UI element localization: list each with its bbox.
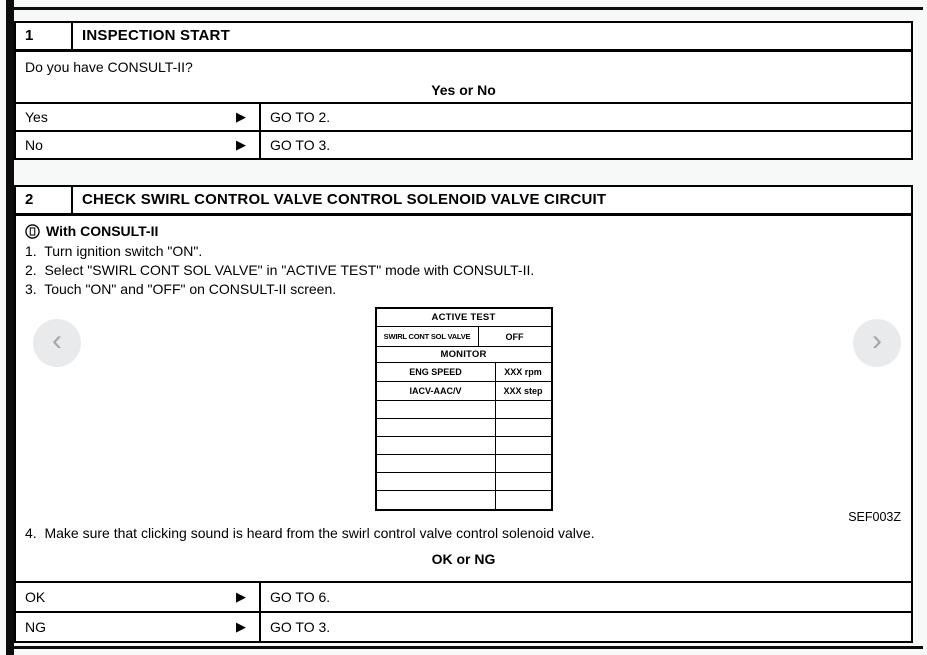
consult-screen-row xyxy=(377,363,551,382)
consult-monitor-value: XXX step xyxy=(503,386,543,396)
empty-cell xyxy=(496,401,551,418)
result-action: GO TO 2. xyxy=(270,109,331,125)
page-left-border xyxy=(6,0,14,655)
empty-cell xyxy=(496,473,551,490)
chevron-right-icon: › xyxy=(872,324,882,357)
instruction-step: 2. Select "SWIRL CONT SOL VALVE" in "ACTIVE TEST" mode with CONSULT-II. xyxy=(25,262,535,278)
consult-test-label: SWIRL CONT SOL VALVE xyxy=(377,327,479,346)
consult-monitor-label: ENG SPEED xyxy=(377,363,496,381)
empty-cell xyxy=(377,437,496,454)
result-label: OK xyxy=(25,589,46,605)
consult-screen-empty-row xyxy=(377,491,551,509)
instruction-step: 4. Make sure that clicking sound is heard from the swirl control valve control solenoid valve. xyxy=(25,525,595,541)
consult-screen-row xyxy=(377,327,551,347)
result-label: NG xyxy=(25,619,46,635)
consult-screen-empty-row xyxy=(377,419,551,437)
result-row xyxy=(16,102,911,130)
prev-button[interactable] xyxy=(33,319,81,367)
consult-monitor-header: MONITOR xyxy=(440,349,487,360)
check-circuit-block xyxy=(14,185,913,643)
empty-cell xyxy=(496,437,551,454)
consult-screen-empty-row xyxy=(377,401,551,419)
result-label-cell xyxy=(16,104,261,130)
arrow-right-icon: ▶ xyxy=(236,619,246,634)
instruction-step: 3. Touch "ON" and "OFF" on CONSULT-II screen. xyxy=(25,281,337,297)
next-button[interactable] xyxy=(853,319,901,367)
page-top-border xyxy=(6,7,923,10)
decision-label: OK or NG xyxy=(431,551,496,567)
step-title: CHECK SWIRL CONTROL VALVE CONTROL SOLENOID VALVE CIRCUIT xyxy=(82,191,607,208)
instruction-step: 1. Turn ignition switch "ON". xyxy=(25,243,203,259)
with-consult-label: With CONSULT-II xyxy=(46,223,159,239)
result-action: GO TO 6. xyxy=(270,589,331,605)
consult-screen-empty-row xyxy=(377,455,551,473)
consult-ii-tool-icon xyxy=(25,224,40,239)
inspection-start-block xyxy=(14,21,913,160)
consult-screen-row xyxy=(377,347,551,363)
empty-cell xyxy=(377,473,496,490)
consult-screen-figure xyxy=(375,307,553,511)
empty-cell xyxy=(377,401,496,418)
figure-label: SEF003Z xyxy=(848,510,901,524)
block-header xyxy=(16,187,911,216)
consult-monitor-value: XXX rpm xyxy=(504,367,542,377)
consult-screen-title: ACTIVE TEST xyxy=(431,312,496,323)
empty-cell xyxy=(377,491,496,509)
arrow-right-icon: ▶ xyxy=(236,137,246,152)
empty-cell xyxy=(377,455,496,472)
result-label-cell xyxy=(16,132,261,158)
decision-label: Yes or No xyxy=(431,82,496,98)
result-row xyxy=(16,611,911,641)
arrow-right-icon: ▶ xyxy=(236,589,246,604)
with-consult-line xyxy=(25,222,902,240)
page-bottom-border xyxy=(6,646,923,649)
consult-screen-row xyxy=(377,382,551,401)
block-header xyxy=(16,23,911,52)
results xyxy=(16,581,911,641)
step-number: 2 xyxy=(16,187,73,213)
consult-screen-row xyxy=(377,309,551,327)
consult-screen-empty-row xyxy=(377,473,551,491)
empty-cell xyxy=(496,491,551,509)
results xyxy=(16,102,911,158)
consult-monitor-label: IACV-AAC/V xyxy=(377,382,496,400)
step-title: INSPECTION START xyxy=(82,27,230,44)
procedure-content xyxy=(16,216,911,297)
step-number: 1 xyxy=(16,23,73,49)
empty-cell xyxy=(496,419,551,436)
consult-test-value: OFF xyxy=(505,331,524,342)
result-label-cell xyxy=(16,613,261,641)
result-label: No xyxy=(25,137,43,153)
empty-cell xyxy=(377,419,496,436)
result-label: Yes xyxy=(25,109,48,125)
chevron-left-icon: ‹ xyxy=(52,324,62,357)
consult-screen-empty-row xyxy=(377,437,551,455)
empty-cell xyxy=(496,455,551,472)
result-row xyxy=(16,130,911,158)
result-row xyxy=(16,581,911,611)
arrow-right-icon: ▶ xyxy=(236,109,246,124)
question-text: Do you have CONSULT-II? xyxy=(25,59,193,75)
result-label-cell xyxy=(16,583,261,611)
result-action: GO TO 3. xyxy=(270,619,331,635)
result-action: GO TO 3. xyxy=(270,137,331,153)
